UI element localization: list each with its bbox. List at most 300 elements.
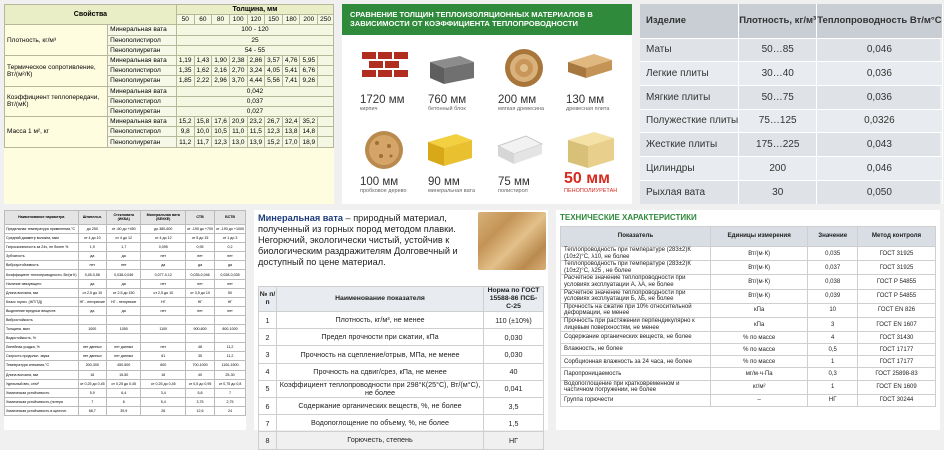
value-cell: 5,41 — [282, 66, 300, 76]
header-properties: Свойства — [5, 5, 177, 25]
value-cell: 23,2 — [247, 117, 265, 127]
table-cell: от -190 до +1000 — [215, 225, 246, 234]
table-cell: 900-600 — [186, 325, 215, 334]
value-cell: 1,90 — [212, 55, 230, 65]
table-cell: Мягкие плиты — [640, 85, 739, 109]
table-cell: Химическая устойчивость — [5, 388, 79, 397]
row-number: 8 — [259, 432, 277, 449]
value-cell — [318, 127, 334, 137]
value-cell: 2,86 — [247, 55, 265, 65]
table-cell: Средний диаметр волокна, мкм — [5, 234, 79, 243]
value-cell: 17,6 — [212, 117, 230, 127]
table-cell: Полужесткие плиты — [640, 109, 739, 133]
table-cell: от 0,25 до 0,45 — [107, 379, 141, 388]
table-cell: нет — [78, 261, 106, 270]
table-cell — [141, 315, 186, 324]
column-header: Наименование параметра — [5, 211, 79, 225]
column-header: Штапельн. — [78, 211, 106, 225]
merged-value: 54 - 55 — [176, 45, 333, 55]
table-cell: Толщина, ммч — [5, 325, 79, 334]
material-label: Минеральная вата — [108, 55, 177, 65]
value-cell: 4,44 — [247, 76, 265, 86]
table-cell: нет — [141, 279, 186, 288]
column-header: БСТВ — [215, 211, 246, 225]
thickness-value: 200 — [300, 15, 318, 25]
material-label: Пенополиуретан — [108, 45, 177, 55]
row-number: 2 — [259, 329, 277, 346]
technical-characteristics-panel — [556, 210, 940, 430]
value-cell: 2,38 — [229, 55, 247, 65]
table-cell: 1000 — [78, 325, 106, 334]
table-cell: Вт/(м·К) — [711, 289, 808, 303]
table-cell: от 0,75 до 0,8 — [215, 379, 246, 388]
mineral-wool-gost-panel — [254, 210, 548, 445]
table-cell: – — [711, 394, 808, 406]
table-row — [561, 356, 936, 368]
table-cell: до 380-600 — [141, 225, 186, 234]
table-cell: 11,2 — [215, 352, 246, 361]
indicator-name: Коэффициент теплопроводности при 298°К(25°С), Вт/(м°С), не более — [277, 380, 484, 397]
mineral-wool-photo — [478, 212, 546, 270]
value-cell: 9,26 — [300, 76, 318, 86]
value-cell: 7,41 — [282, 76, 300, 86]
table-cell: Жесткие плиты — [640, 133, 739, 157]
table-cell: от 4 до 12 — [141, 234, 186, 243]
table-row — [640, 62, 942, 86]
table-cell: Химическая устойчивость (потеря — [5, 397, 79, 406]
table-cell: 40 — [186, 370, 215, 379]
table-row — [259, 432, 544, 449]
table-cell: нет данных — [78, 352, 106, 361]
material-label: Пенополистирол — [108, 127, 177, 137]
fiber-parameters-table-panel — [4, 210, 246, 430]
value-cell: 14,8 — [300, 127, 318, 137]
table-cell: 0,035 — [808, 247, 858, 261]
table-cell: нет — [215, 279, 246, 288]
fiber-parameters-table — [4, 210, 246, 416]
material-label: Пенополиуретан — [108, 76, 177, 86]
table-cell: от -190 до +700 — [186, 225, 215, 234]
value-cell: 9,8 — [176, 127, 194, 137]
table-cell: нет — [186, 279, 215, 288]
column-header: Теплопроводность Вт/м°С — [817, 4, 942, 38]
column-header: Норма по ГОСТ 15588-86 ПСБ-С-25 — [484, 287, 544, 312]
table-cell: 600 — [141, 361, 186, 370]
table-row — [259, 329, 544, 346]
value-cell: 1,62 — [194, 66, 212, 76]
table-cell: Влажность, не более — [561, 344, 711, 356]
table-cell: Содержание органических веществ, не более — [561, 332, 711, 344]
table-cell: Сорбционная влажность за 24 часа, не более — [561, 356, 711, 368]
table-cell: да — [107, 306, 141, 315]
table-row — [5, 315, 246, 324]
table-cell: Прочность на сжатие при 10% относительной деформации, не менее — [561, 303, 711, 317]
indicator-name: Содержание органических веществ, %, не более — [277, 397, 484, 414]
table-row — [5, 86, 334, 96]
table-cell: кг/м² — [711, 380, 808, 394]
thickness-value: 150 — [265, 15, 283, 25]
table-cell: 800-1000 — [215, 325, 246, 334]
table-cell: 50…75 — [739, 85, 817, 109]
table-cell: ГОСТ 31925 — [858, 261, 936, 275]
tech-specs-title: ТЕХНИЧЕСКИЕ ХАРАКТЕРИСТИКИ — [560, 213, 697, 222]
column-header: Изделие — [640, 4, 739, 38]
softwood-value: 200 мм мягкая древесина — [498, 94, 545, 112]
table-cell — [107, 334, 141, 343]
mineral-wool-intro: Минеральная вата – природный материал, полученный из горных пород методом плавки. Негорючий, экологически чистый, устойчив к биологическим раздражителям Долговечный и доступный по цене материал. — [258, 213, 458, 267]
value-cell: 17,0 — [282, 137, 300, 147]
thickness-value: 50 — [176, 15, 194, 25]
table-header-row — [5, 5, 334, 15]
table-cell: Выделение вредных веществ — [5, 306, 79, 315]
table-row — [561, 368, 936, 380]
table-row — [640, 85, 942, 109]
table-cell: нет — [215, 306, 246, 315]
material-label: Пенополистирол — [108, 35, 177, 45]
gost-norms-table — [258, 286, 544, 450]
table-cell — [107, 315, 141, 324]
table-cell: 1 — [808, 380, 858, 394]
table-row — [640, 180, 942, 204]
value-cell — [318, 117, 334, 127]
value-cell: 35,2 — [300, 117, 318, 127]
table-cell: Расчетное значение теплопроводности при условиях эксплуатации А, λА, не более — [561, 275, 711, 289]
table-cell: от 2,5 до 150 — [107, 288, 141, 297]
brick-value: 1720 мм кирпич — [360, 94, 405, 112]
value-cell: 20,9 — [229, 117, 247, 127]
table-cell: 50…85 — [739, 38, 817, 62]
table-cell: НГ — [215, 297, 246, 306]
table-cell: 16 — [141, 370, 186, 379]
property-label: Коэффициент теплопередачи, Вт/(мК) — [5, 86, 108, 117]
table-cell — [141, 334, 186, 343]
table-cell: да — [78, 279, 106, 288]
value-cell — [318, 137, 334, 147]
column-header: Наименование показателя — [277, 287, 484, 312]
table-cell: 3 — [808, 317, 858, 331]
column-header: Значение — [808, 227, 858, 247]
value-cell: 5,95 — [300, 55, 318, 65]
table-row — [5, 388, 246, 397]
table-row — [5, 225, 246, 234]
table-row — [561, 380, 936, 394]
value-cell: 11,2 — [176, 137, 194, 147]
table-cell: Предельная температура применения,°С — [5, 225, 79, 234]
value-cell: 13,9 — [247, 137, 265, 147]
table-cell: Химическая устойчивость в щелочн. — [5, 406, 79, 415]
value-cell: 10,0 — [194, 127, 212, 137]
table-cell: от 4 до 10 — [78, 234, 106, 243]
table-cell: 7 — [215, 388, 246, 397]
table-row — [561, 394, 936, 406]
row-number: 6 — [259, 397, 277, 414]
table-cell: Температура спекания,°С — [5, 361, 79, 370]
table-row — [5, 288, 246, 297]
header-thickness: Толщина, мм — [176, 5, 333, 15]
table-cell: Теплопроводность при температуре (283±2)К (10±2)°С, λ25 , не более — [561, 261, 711, 275]
table-cell: НГ — [141, 297, 186, 306]
table-cell: 0,035-0,046 — [186, 270, 215, 279]
polystyrene-value: 75 мм полистирол — [498, 176, 530, 194]
thickness-comparison-infographic — [342, 4, 632, 204]
value-cell: 13,0 — [229, 137, 247, 147]
table-cell: Легкие плиты — [640, 62, 739, 86]
thickness-value: 100 — [229, 15, 247, 25]
table-cell: 200 — [739, 156, 817, 180]
material-label: Минеральная вата — [108, 117, 177, 127]
table-row — [640, 109, 942, 133]
row-number: 7 — [259, 415, 277, 432]
concrete-block-icon — [426, 48, 476, 88]
table-cell: 0,038-0,046 — [107, 270, 141, 279]
column-header: Показатель — [561, 227, 711, 247]
table-cell: Водостойкость, % — [5, 334, 79, 343]
table-cell: от 2,5 до 10 — [141, 288, 186, 297]
table-cell: Паропроницаемость — [561, 368, 711, 380]
table-cell: Виброустойчивость — [5, 261, 79, 270]
value-cell: 6,76 — [300, 66, 318, 76]
table-row — [561, 332, 936, 344]
table-cell: да — [107, 279, 141, 288]
table-cell: нет данных — [107, 343, 141, 352]
tech-specs-table — [560, 226, 936, 407]
table-cell: ГОСТ 30244 — [858, 394, 936, 406]
thickness-value: 120 — [247, 15, 265, 25]
value-cell: 4,05 — [265, 66, 283, 76]
value-cell: 3,57 — [265, 55, 283, 65]
concrete-value: 760 мм бетонный блок — [428, 94, 467, 112]
table-cell: 30…40 — [739, 62, 817, 86]
value-cell: 12,3 — [265, 127, 283, 137]
table-cell: 24 — [215, 406, 246, 415]
material-label: Пенополистирол — [108, 96, 177, 106]
table-cell: 25-30 — [215, 370, 246, 379]
table-cell: 6,4 — [107, 388, 141, 397]
value-cell — [318, 76, 334, 86]
table-row — [640, 38, 942, 62]
table-cell: ГОСТ 17177 — [858, 356, 936, 368]
table-cell: 68,7 — [78, 406, 106, 415]
table-cell: 2,75 — [215, 397, 246, 406]
polystyrene-icon — [494, 132, 544, 168]
value-cell: 15,8 — [194, 117, 212, 127]
table-row — [640, 133, 942, 157]
table-cell: нет — [107, 261, 141, 270]
table-row — [259, 380, 544, 397]
table-row — [5, 55, 334, 65]
value-cell: 2,16 — [212, 66, 230, 76]
table-cell: нет данных — [107, 352, 141, 361]
density-conductivity-table — [640, 4, 943, 204]
table-row — [561, 317, 936, 331]
table-row — [5, 270, 246, 279]
value-cell: 15,2 — [176, 117, 194, 127]
table-cell: 0,2 — [215, 243, 246, 252]
table-cell: да — [215, 261, 246, 270]
property-label: Масса 1 м², кг — [5, 117, 108, 148]
table-cell: 0,028-0,035 — [215, 270, 246, 279]
table-cell: да — [78, 252, 106, 261]
material-label: Пенополиуретан — [108, 106, 177, 116]
table-cell: Вт/(м·К) — [711, 275, 808, 289]
row-number: 5 — [259, 380, 277, 397]
table-cell: 10 — [808, 303, 858, 317]
table-row — [5, 343, 246, 352]
table-cell: 0,037 — [808, 261, 858, 275]
brick-icon — [360, 48, 410, 88]
merged-value: 0,042 — [176, 86, 333, 96]
table-cell: нет — [141, 343, 186, 352]
table-cell: 1100 — [141, 325, 186, 334]
value-cell: 2,96 — [212, 76, 230, 86]
table-cell: 0,095 — [141, 243, 186, 252]
table-row — [5, 352, 246, 361]
value-cell: 2,70 — [229, 66, 247, 76]
norm-value: 0,030 — [484, 346, 544, 363]
value-cell: 1,35 — [176, 66, 194, 76]
table-cell: нет — [215, 252, 246, 261]
value-cell: 13,8 — [282, 127, 300, 137]
table-cell: 39,9 — [107, 406, 141, 415]
table-cell: Длина волокна, мм — [5, 370, 79, 379]
table-cell: Удельный вес, кг/м³ — [5, 379, 79, 388]
table-row — [5, 361, 246, 370]
table-cell: Группа горючести — [561, 394, 711, 406]
table-cell: нет — [141, 306, 186, 315]
table-cell: ГОСТ 17177 — [858, 344, 936, 356]
thickness-value: 60 — [194, 15, 212, 25]
row-number: 4 — [259, 363, 277, 380]
table-cell: 0,95 — [186, 243, 215, 252]
indicator-name: Предел прочности при сжатии, кПа — [277, 329, 484, 346]
norm-value: 40 — [484, 363, 544, 380]
table-row — [5, 117, 334, 127]
polyurethane-value: 50 мм ПЕНОПОЛИУРЕТАН — [564, 170, 618, 194]
table-row — [5, 397, 246, 406]
wood-board-icon — [564, 48, 614, 88]
norm-value: 0,041 — [484, 380, 544, 397]
table-row — [561, 289, 936, 303]
table-cell: Прочность при растяжении перпендикулярно к лицевым поверхностям, не менее — [561, 317, 711, 331]
table-cell: Линейная усадка, % — [5, 343, 79, 352]
table-row — [561, 261, 936, 275]
table-cell: 200-300 — [78, 361, 106, 370]
table-cell: 0,036 — [817, 85, 942, 109]
table-cell — [215, 315, 246, 324]
cork-value: 100 мм пробковое дерево — [360, 176, 407, 194]
density-conductivity-table-panel — [640, 4, 940, 204]
table-cell: НГ - негорючие — [107, 297, 141, 306]
table-row — [259, 363, 544, 380]
table-cell: 0,5 — [808, 344, 858, 356]
value-cell: 1,19 — [176, 55, 194, 65]
value-cell: 1,85 — [176, 76, 194, 86]
table-cell: 0,046 — [817, 38, 942, 62]
value-cell — [318, 66, 334, 76]
table-cell: 16 — [78, 370, 106, 379]
thickness-value: 80 — [212, 15, 230, 25]
merged-value: 0,037 — [176, 96, 333, 106]
material-label: Минеральная вата — [108, 25, 177, 35]
table-row — [5, 297, 246, 306]
table-cell: 6 — [107, 397, 141, 406]
table-cell: Рыхлая вата — [640, 180, 739, 204]
table-cell — [186, 334, 215, 343]
table-cell: Класс горюч. (ЖТ/ТД) — [5, 297, 79, 306]
table-cell: 15-50 — [107, 370, 141, 379]
table-row — [5, 370, 246, 379]
norm-value: 110 (±10%) — [484, 312, 544, 329]
value-cell: 11,7 — [194, 137, 212, 147]
indicator-name: Водопоглощение по объему, %, не более — [277, 415, 484, 432]
table-cell: Маты — [640, 38, 739, 62]
table-header-row — [640, 4, 942, 38]
table-cell: 1,9 — [78, 243, 106, 252]
value-cell: 2,22 — [194, 76, 212, 86]
table-cell: 11,2 — [215, 343, 246, 352]
table-cell: от 0,25 до 0,45 — [78, 379, 106, 388]
column-header: Метод контроля — [858, 227, 936, 247]
cork-icon — [362, 128, 406, 172]
table-cell: да — [78, 306, 106, 315]
table-cell: НГ - негорючие — [78, 297, 106, 306]
table-cell: 0,077-0,12 — [141, 270, 186, 279]
table-cell: 1 — [808, 356, 858, 368]
value-cell: 3,24 — [247, 66, 265, 76]
table-cell: 4 — [808, 332, 858, 344]
table-cell: да — [186, 261, 215, 270]
column-header: Стекловата (ИКБА) — [107, 211, 141, 225]
table-cell: ГОСТ EN 826 — [858, 303, 936, 317]
value-cell: 3,70 — [229, 76, 247, 86]
table-row — [259, 397, 544, 414]
table-cell: 0,050 — [817, 180, 942, 204]
value-cell: 11,5 — [247, 127, 265, 137]
table-cell: 0,043 — [817, 133, 942, 157]
table-row — [561, 303, 936, 317]
table-cell: Наличие связующего — [5, 279, 79, 288]
norm-value: 1,5 — [484, 415, 544, 432]
table-cell: % по массе — [711, 344, 808, 356]
table-cell: 35 — [186, 352, 215, 361]
table-cell: ГОСТ 31430 — [858, 332, 936, 344]
table-header-row — [561, 227, 936, 247]
mineral-wool-icon — [424, 130, 474, 170]
table-cell: ГОСТ 31925 — [858, 247, 936, 261]
table-cell: нет — [186, 252, 215, 261]
table-row — [5, 325, 246, 334]
material-label: Пенополиуретан — [108, 137, 177, 147]
table-cell: 50 — [215, 288, 246, 297]
table-cell: от 5 до 15 — [186, 234, 215, 243]
table-cell: 61 — [141, 352, 186, 361]
table-cell — [215, 334, 246, 343]
table-cell: 0,036 — [817, 62, 942, 86]
column-header: № п/п — [259, 287, 277, 312]
table-cell: 5,4 — [141, 397, 186, 406]
table-cell: Гигроскопичность за 24ч, не более % — [5, 243, 79, 252]
value-cell: 4,76 — [282, 55, 300, 65]
norm-value: НГ — [484, 432, 544, 449]
table-cell: 12,6 — [186, 406, 215, 415]
value-cell: 12,3 — [212, 137, 230, 147]
mineralwool-value: 90 мм минеральная вата — [428, 176, 476, 194]
table-cell: ГОСТ 25898-83 — [858, 368, 936, 380]
woodboard-value: 130 мм древесная плита — [566, 94, 610, 112]
table-cell: 1100-1500 — [215, 361, 246, 370]
table-row — [5, 334, 246, 343]
column-header: СТВ — [186, 211, 215, 225]
